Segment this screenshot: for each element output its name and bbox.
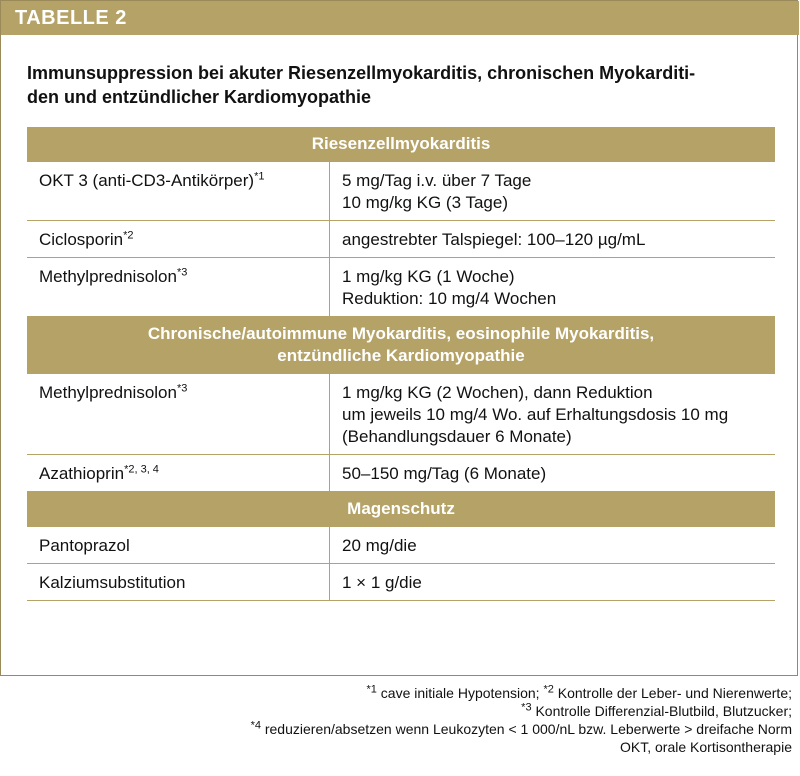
dose-line: 20 mg/die [342,536,417,555]
footnote-ref: *2, 3, 4 [124,463,159,476]
table-row [27,455,775,492]
footnote-mark: *1 [366,683,377,696]
table-number-title: TABELLE 2 [15,7,127,29]
section-title-line: entzündliche Kardiomyopathie [277,346,525,365]
dose-line: 10 mg/kg KG (3 Tage) [342,193,508,212]
section-header-riesenzell [27,127,775,162]
footnotes [12,684,792,756]
drug-name: Ciclosporin [39,230,124,249]
drug-cell [27,221,330,258]
dose-cell [330,564,776,601]
dose-cell [330,455,776,492]
footnote-line-1 [12,684,792,702]
drug-name: Azathioprin [39,464,125,483]
drug-name: OKT 3 (anti-CD3-Antikörper) [39,171,255,190]
dose-cell [330,221,776,258]
footnote-mark: *4 [250,719,261,732]
dose-line: um jeweils 10 mg/4 Wo. auf Erhaltungsdosis 10 mg [342,405,729,424]
caption-line-1: Immunsuppression bei akuter Riesenzellmyokarditis, chronischen Myokarditi- [27,63,696,83]
dose-cell [330,527,776,564]
footnote-ref: *1 [254,170,265,183]
table-row [27,221,775,258]
footnote-text: cave initiale Hypotension; [376,685,544,701]
dose-line: 5 mg/Tag i.v. über 7 Tage [342,171,532,190]
table-row [27,527,775,564]
dose-line: 1 mg/kg KG (2 Wochen), dann Reduktion [342,383,653,402]
therapy-table [27,127,775,601]
table-row [27,162,775,221]
footnote-line-2 [12,702,792,720]
drug-name: Methylprednisolon [39,267,177,286]
dose-line: angestrebter Talspiegel: 100–120 µg/mL [342,230,646,249]
drug-cell [27,527,330,564]
table-header-bar [1,1,799,35]
drug-cell [27,564,330,601]
table-caption [27,61,777,109]
dose-cell [330,374,776,455]
footnote-text: Kontrolle Differenzial-Blutbild, Blutzucker; [531,703,792,719]
caption-line-2: den und entzündlicher Kardiomyopathie [27,87,372,107]
footnote-text: Kontrolle der Leber- und Nierenwerte; [553,685,792,701]
drug-cell [27,455,330,492]
footnote-ref: *3 [176,266,188,279]
dose-cell [330,162,776,221]
table-row [27,258,775,317]
drug-name: Kalziumsubstitution [39,573,186,592]
drug-cell [27,162,330,221]
section-header-magenschutz [27,492,775,527]
drug-cell [27,258,330,317]
footnote-ref: *2 [123,229,134,242]
dose-line: (Behandlungsdauer 6 Monate) [342,427,572,446]
dose-line: 1 × 1 g/die [342,573,422,592]
drug-name: Methylprednisolon [39,383,177,402]
footnote-ref: *3 [176,382,188,395]
dose-line: Reduktion: 10 mg/4 Wochen [342,289,557,308]
drug-cell [27,374,330,455]
dose-cell [330,258,776,317]
table-row [27,564,775,601]
section-title-line: Chronische/autoimmune Myokarditis, eosinophile Myokarditis, [147,324,655,343]
dose-line: 1 mg/kg KG (1 Woche) [342,267,515,286]
dose-line: 50–150 mg/Tag (6 Monate) [342,464,547,483]
table-row [27,374,775,455]
footnote-line-3 [12,720,792,738]
footnote-mark: *3 [521,701,532,714]
drug-name: Pantoprazol [39,536,130,555]
footnote-text: reduzieren/absetzen wenn Leukozyten < 1 000/nL bzw. Leberwerte > dreifache Norm [260,721,792,737]
section-header-chronisch [27,317,775,374]
footnote-mark: *2 [543,683,554,696]
footnote-line-4 [12,738,792,756]
footnote-text: OKT, orale Kortisontherapie [620,739,792,755]
section-title: Riesenzellmyokarditis [27,127,775,162]
section-title [27,317,775,374]
section-title: Magenschutz [27,492,775,527]
